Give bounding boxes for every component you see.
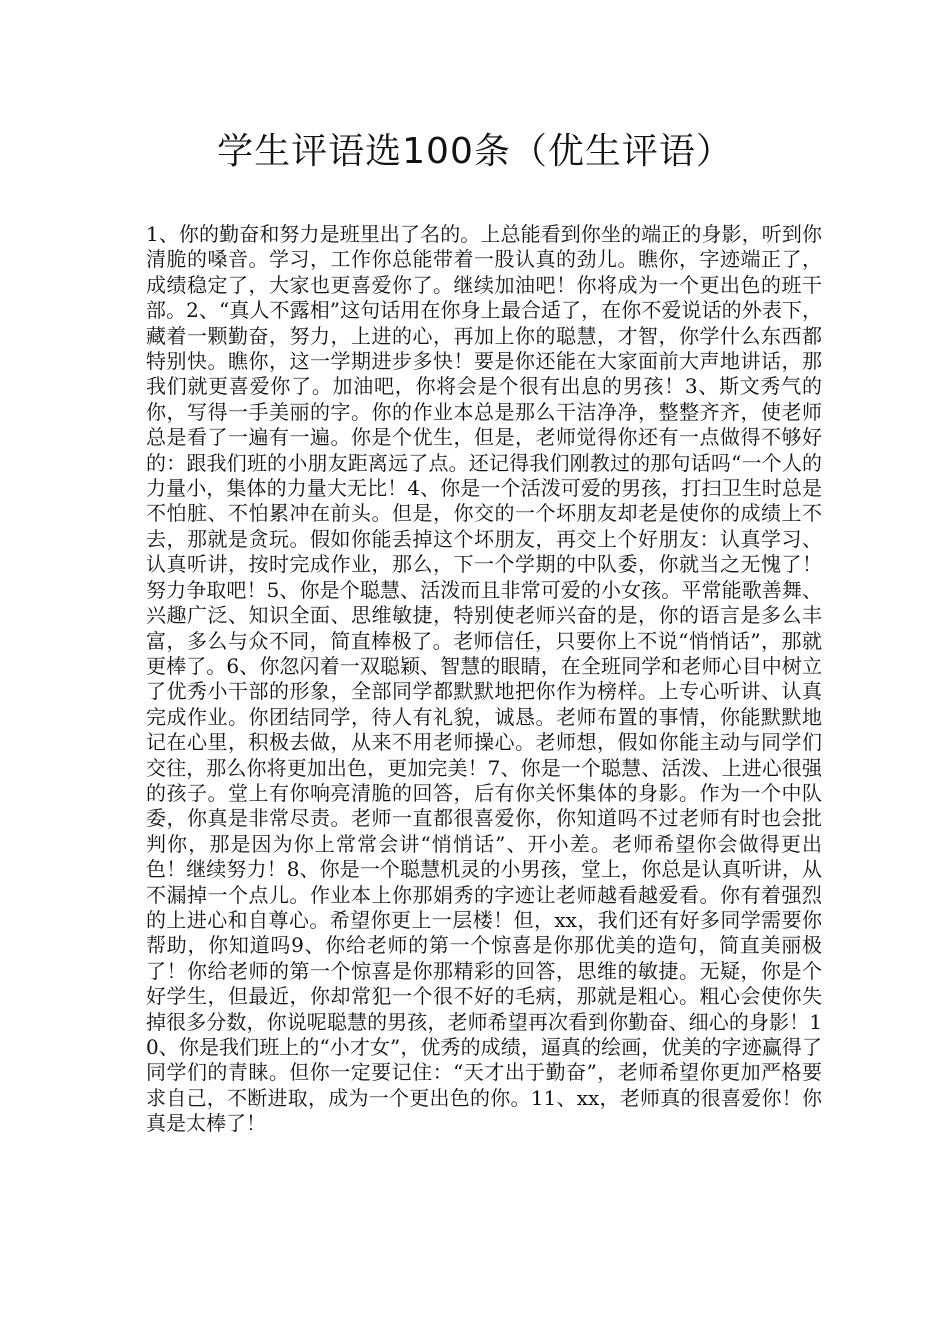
document-title: 学生评语选100条（优生评语） xyxy=(217,131,733,172)
document-body: 1、你的勤奋和努力是班里出了名的。上总能看到你坐的端正的身影，听到你清脆的嗓音。学习，工作你总能带着一股认真的劲儿。瞧你，字迹端正了，成绩稳定了，大家也更喜爱你了。继续加油吧！你将成为一个更出色的班干部。2、“真人不露相”这句话用在你身上最合适了，在你不爱说话的外表下，藏着一颗勤奋，努力，上进的心，再加上你的聪慧，才智，你学什么东西都特别快。瞧你，这一学期进步多快！要是你还能在大家面前大声地讲话，那我们就更喜爱你了。加油吧，你将会是个很有出息的男孩！3、斯文秀气的你，写得一手美丽的字。你的作业本总是那么干洁净净，整整齐齐，使老师总是看了一遍有一遍。你是个优生，但是，老师觉得你还有一点做得不够好的：跟我们班的小朋友距离远了点。还记得我们刚教过的那句话吗“一个人的力量小，集体的力量大无比！4、你是一个活泼可爱的男孩，打扫卫生时总是不怕脏、不怕累冲在前头。但是，你交的一个坏朋友却老是使你的成绩上不去，那就是贪玩。假如你能丢掉这个坏朋友，再交上个好朋友：认真学习、认真听讲，按时完成作业，那么，下一个学期的中队委，你就当之无愧了！努力争取吧！5、你是个聪慧、活泼而且非常可爱的小女孩。平常能歌善舞、兴趣广泛、知识全面、思维敏捷，特别使老师兴奋的是，你的语言是多么丰富，多么与众不同，简直棒极了。老师信任，只要你上不说“悄悄话”，那就更棒了。6、你忽闪着一双聪颖、智慧的眼睛，在全班同学和老师心目中树立了优秀小干部的形象，全部同学都默默地把你作为榜样。上专心听讲、认真完成作业。你团结同学，待人有礼貌，诚恳。老师布置的事情，你能默默地记在心里，积极去做，从来不用老师操心。老师想，假如你能主动与同学们交往，那么你将更加出色，更加完美！7、你是一个聪慧、活泼、上进心很强的孩子。堂上有你响亮清脆的回答，后有你关怀集体的身影。作为一个中队委，你真是非常尽责。老师一直都很喜爱你，你知道吗不过老师有时也会批判你，那是因为你上常常会讲“悄悄话”、开小差。老师希望你会做得更出色！继续努力！8、你是一个聪慧机灵的小男孩，堂上，你总是认真听讲，从不漏掉一个点儿。作业本上你那娟秀的字迹让老师越看越爱看。你有着强烈的上进心和自尊心。希望你更上一层楼！但，xx，我们还有好多同学需要你帮助，你知道吗9、你给老师的第一个惊喜是你那优美的造句，简直美丽极了！你给老师的第一个惊喜是你那精彩的回答，思维的敏捷。无疑，你是个好学生，但最近，你却常犯一个很不好的毛病，那就是粗心。粗心会使你失掉很多分数，你说呢聪慧的男孩，老师希望再次看到你勤奋、细心的身影！10、你是我们班上的“小才女”，优秀的成绩，逼真的绘画，优美的字迹赢得了同学们的青睐。但你一定要记住：“天才出于勤奋”，老师希望你更加严格要求自己，不断进取，成为一个更出色的你。11、xx，老师真的很喜爱你！你真是太棒了！ xyxy=(146,222,822,1136)
